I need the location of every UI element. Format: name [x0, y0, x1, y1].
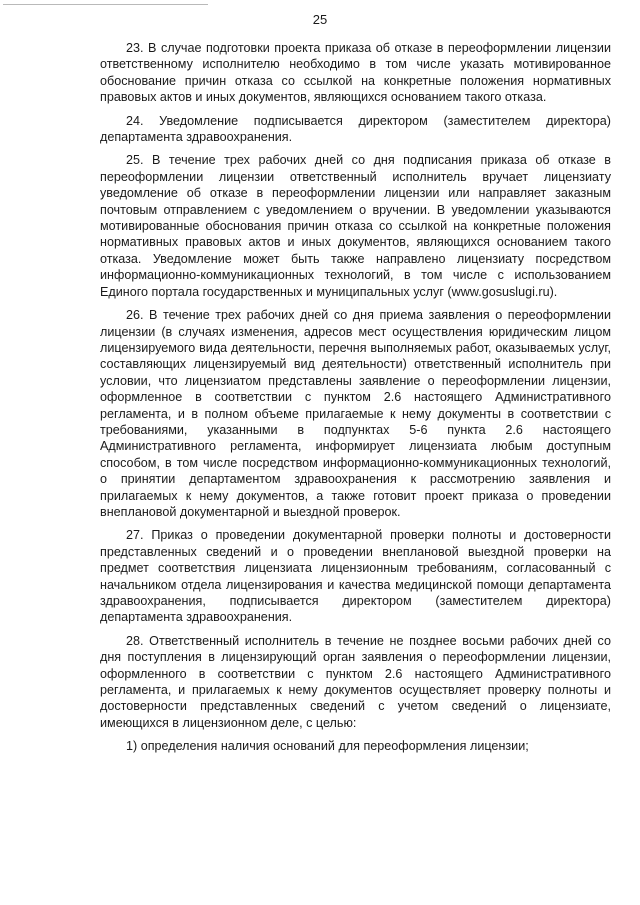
paragraph-28: 28. Ответственный исполнитель в течение не позднее восьми рабочих дней со дня поступления в лицензирующий орган заявления о переоформлении лицензии, оформленного в соответствии с пунктом 2.6 настоящего Административного регламента, и прилагаемых к нему документов осуществляет проверку полноты и достоверности представленных сведений с учетом сведений о лицензиате, имеющихся в лицензионном деле, с целью: — [100, 633, 611, 730]
paragraph-24: 24. Уведомление подписывается директором (заместителем директора) департамента здравоохранения. — [100, 113, 611, 145]
scan-edge-mark — [3, 4, 208, 5]
paragraph-27: 27. Приказ о проведении документарной проверки полноты и достоверности представленных сведений и о проведении внеплановой выездной проверки на предмет соответствия лицензиата лицензионным требованиям, согласованный с начальником отдела лицензирования и качества медицинской помощи департамента здравоохранения, подписывается директором (заместителем директора) департамента здравоохранения. — [100, 528, 611, 625]
paragraph-26: 26. В течение трех рабочих дней со дня приема заявления о переоформлении лицензии (в случаях изменения, адресов мест осуществления юридическим лицом лицензируемого вида деятельности, перечня выполняемых работ, оказываемых услуг, составляющих лицензируемый вид деятельности) ответственный исполнитель при условии, что лицензиатом представлены заявление о переоформлении лицензии, оформленное в соответствии с пунктом 2.6 настоящего Административного регламента, и в полном объеме прилагаемые к нему документы в соответствии с требованиями, указанными в подпунктах 5-6 пункта 2.6 настоящего Административного регламента, информирует лицензиата любым доступным способом, в том числе посредством информационно-коммуникационных технологий, о принятии департаментом здравоохранения к рассмотрению заявления и прилагаемых к нему документов, а также готовит проект приказа о проведении внеплановой документарной и выездной проверок. — [100, 308, 611, 519]
paragraph-23: 23. В случае подготовки проекта приказа об отказе в переоформлении лицензии ответственному исполнителю необходимо в том числе указать мотивированное обоснование причин отказа со ссылкой на конкретные положения нормативных правовых актов и иных документов, являющихся основанием такого отказа. — [100, 41, 611, 105]
document-body — [100, 40, 611, 762]
paragraph-25: 25. В течение трех рабочих дней со дня подписания приказа об отказе в переоформлении лицензии ответственный исполнитель вручает лицензиату уведомление об отказе в переоформлении лицензии или направляет заказным почтовым отправлением с уведомлением о вручении. В уведомлении указываются мотивированные обоснования причин отказа со ссылкой на конкретные положения нормативных правовых актов и иных документов, являющихся основанием такого отказа. Уведомление может быть также направлено лицензиату посредством информационно-коммуникационных технологий, в том числе с использованием Единого портала государственных и муниципальных услуг (www.gosuslugi.ru). — [100, 153, 611, 299]
page-number: 25 — [312, 12, 328, 27]
list-item-1: 1) определения наличия оснований для переоформления лицензии; — [126, 739, 529, 754]
